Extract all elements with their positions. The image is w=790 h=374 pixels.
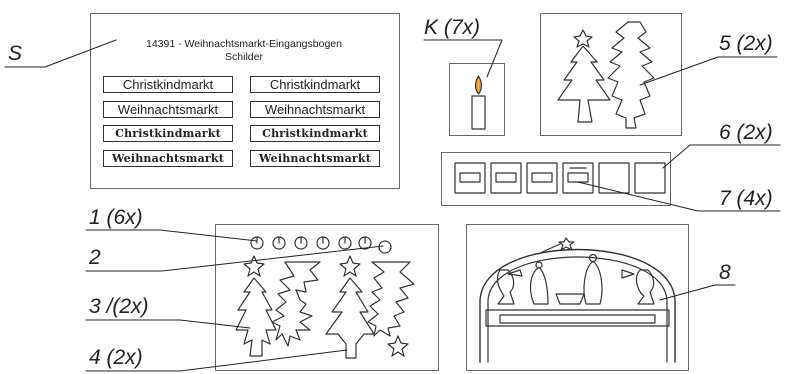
label-8: 8 <box>719 261 731 284</box>
label-3: 3 /(2x) <box>89 295 149 318</box>
label-7: 7 (4x) <box>719 187 773 210</box>
candle-part <box>450 64 505 136</box>
sign-christkindmarkt: Christkindmarkt <box>250 76 380 93</box>
sign-weihnachtsmarkt: Weihnachtsmarkt <box>250 101 380 118</box>
sign-weihnachtsmarkt-fraktur: Weihnachtsmarkt <box>250 150 380 167</box>
sign-weihnachtsmarkt: Weihnachtsmarkt <box>103 101 233 118</box>
sign-christkindmarkt-fraktur: Christkindmarkt <box>103 125 233 142</box>
sign-sheet-title <box>90 38 398 64</box>
label-5: 5 (2x) <box>719 32 773 55</box>
sign-weihnachtsmarkt-fraktur: Weihnachtsmarkt <box>103 150 233 167</box>
sign-sheet-subtitle: Schilder <box>225 51 263 63</box>
label-2: 2 <box>89 246 101 269</box>
sign-sheet-title-line: 14391 - Weihnachtsmarkt-Eingangsbogen <box>146 38 342 50</box>
sign-christkindmarkt-fraktur: Christkindmarkt <box>250 125 380 142</box>
label-1: 1 (6x) <box>89 206 143 229</box>
label-s: S <box>8 42 23 65</box>
label-6: 6 (2x) <box>719 121 773 144</box>
sign-christkindmarkt: Christkindmarkt <box>103 76 233 93</box>
label-k: K (7x) <box>424 16 481 39</box>
trees-sheet <box>216 225 439 371</box>
arch-sheet-8 <box>467 225 689 371</box>
tree-panel-5 <box>541 14 682 136</box>
box-panel-6 <box>442 153 671 206</box>
label-4: 4 (2x) <box>89 346 143 369</box>
